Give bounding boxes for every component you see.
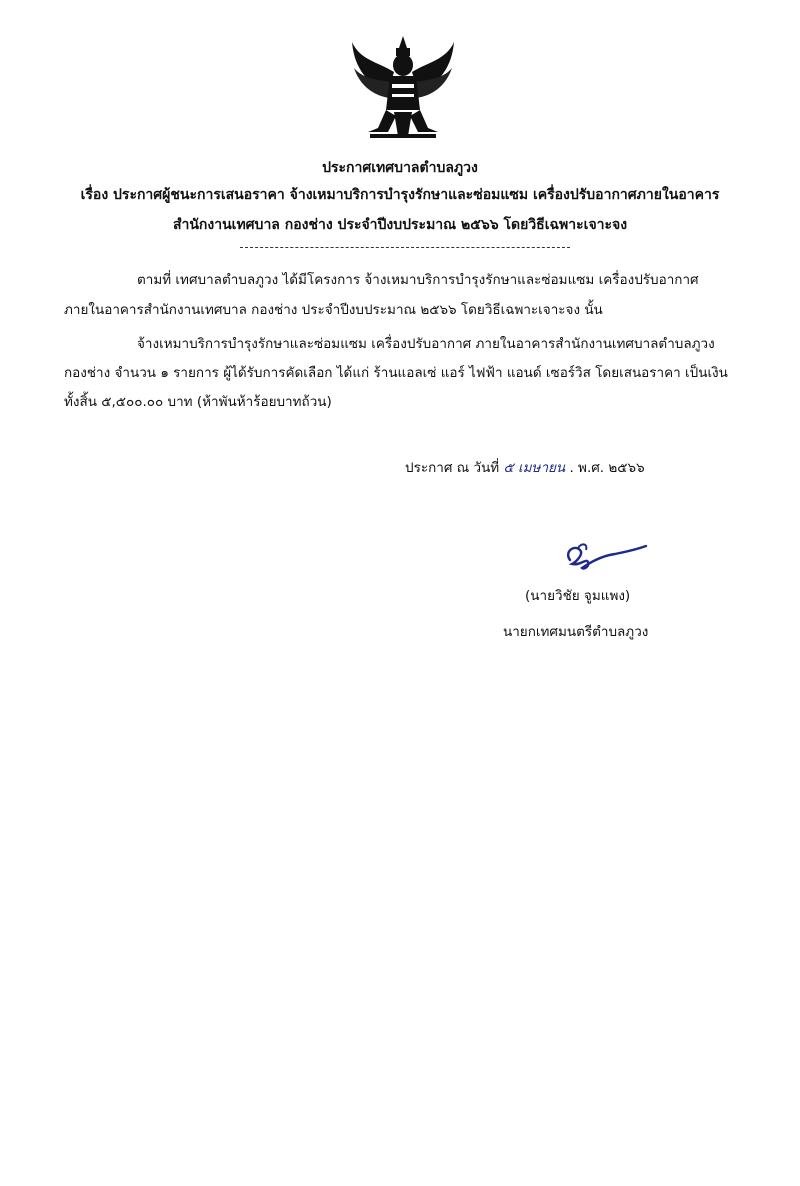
signer-name: (นายวิชัย จูมแพง) xyxy=(525,588,631,604)
date-prefix: ประกาศ ณ วันที่ xyxy=(405,460,500,476)
divider xyxy=(240,247,570,248)
date-month: เมษายน xyxy=(518,460,566,476)
paragraph-1-line-2: ภายในอาคารสำนักงานเทศบาล กองช่าง ประจำปีงบประมาณ ๒๕๖๖ โดยวิธีเฉพาะเจาะจง นั้น xyxy=(64,302,603,318)
paragraph-2-line-1: จ้างเหมาบริการบำรุงรักษาและซ่อมแซม เครื่องปรับอากาศ ภายในอาคารสำนักงานเทศบาลตำบลภูวง xyxy=(137,336,715,352)
announcement-date xyxy=(405,458,645,478)
paragraph-2-line-2: กองช่าง จำนวน ๑ รายการ ผู้ได้รับการคัดเลือก ได้แก่ ร้านแอลเซ่ แอร์ ไฟฟ้า แอนด์ เซอร์วิส โดยเสนอราคา เป็นเงิน xyxy=(64,365,728,381)
paragraph-1-line-1: ตามที่ เทศบาลตำบลภูวง ได้มีโครงการ จ้างเหมาบริการบำรุงรักษาและซ่อมแซม เครื่องปรับอากาศ xyxy=(137,272,699,288)
handwritten-signature xyxy=(560,538,650,578)
paragraph-2-line-3: ทั้งสิ้น ๕,๕๐๐.๐๐ บาท (ห้าพันห้าร้อยบาทถ้วน) xyxy=(64,394,332,410)
signer-position: นายกเทศมนตรีตำบลภูวง xyxy=(503,624,649,640)
subject-line-2: สำนักงานเทศบาล กองช่าง ประจำปีงบประมาณ ๒๕๖๖ โดยวิธีเฉพาะเจาะจง xyxy=(172,217,628,233)
garuda-emblem-icon xyxy=(348,32,458,142)
subject-line-1: เรื่อง ประกาศผู้ชนะการเสนอราคา จ้างเหมาบริการบำรุงรักษาและซ่อมแซม เครื่องปรับอากาศภายในอาคาร xyxy=(80,187,720,203)
organization-title: ประกาศเทศบาลตำบลภูวง xyxy=(322,160,478,176)
date-year: . พ.ศ. ๒๕๖๖ xyxy=(569,460,645,476)
date-day: ๕ xyxy=(503,460,514,476)
